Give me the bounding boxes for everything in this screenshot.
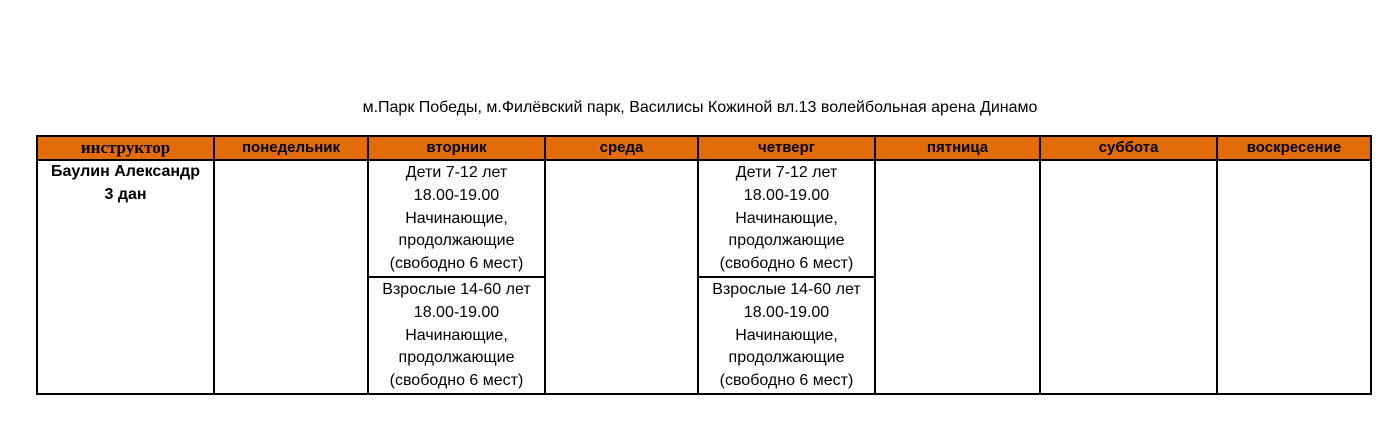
slot-availability: (свободно 6 мест) [389,372,524,390]
wednesday-cell [545,160,698,394]
thursday-cell [698,160,875,394]
header-thursday: четверг [698,136,875,160]
slot-level: Начинающие, [405,326,508,344]
tuesday-adults-slot [369,276,544,393]
header-sunday: воскресение [1217,136,1371,160]
slot-level: продолжающие [728,232,845,250]
slot-availability: (свободно 6 мест) [719,255,854,273]
instructor-cell [37,160,214,394]
header-tuesday: вторник [368,136,545,160]
slot-availability: (свободно 6 мест) [719,372,854,390]
thursday-children-slot [699,161,874,276]
saturday-cell [1040,160,1217,394]
slot-group: Дети 7-12 лет [735,164,838,181]
slot-availability: (свободно 6 мест) [389,255,524,273]
slot-level: Начинающие, [735,326,838,344]
header-saturday: суббота [1040,136,1217,160]
slot-level: продолжающие [398,232,515,250]
slot-level: продолжающие [398,349,515,367]
friday-cell [875,160,1040,394]
schedule-table [36,135,1372,395]
thursday-adults-slot [699,276,874,393]
monday-cell [214,160,368,394]
tuesday-children-slot [369,161,544,276]
slot-time: 18.00-19.00 [743,303,830,321]
slot-level: Начинающие, [405,209,508,227]
slot-level: Начинающие, [735,209,838,227]
header-row [37,136,1371,160]
slot-time: 18.00-19.00 [743,186,830,204]
location-caption: м.Парк Победы, м.Филёвский парк, Василисы Кожиной вл.13 волейбольная арена Динамо [362,99,1038,116]
instructor-rank: 3 дан [104,185,147,203]
slot-group: Взрослые 14-60 лет [712,280,861,298]
slot-time: 18.00-19.00 [413,186,500,204]
tuesday-cell [368,160,545,394]
slot-group: Взрослые 14-60 лет [382,280,531,298]
slot-level: продолжающие [728,349,845,367]
header-instructor: инструктор [37,136,214,160]
slot-group: Дети 7-12 лет [405,164,508,181]
sunday-cell [1217,160,1371,394]
slot-time: 18.00-19.00 [413,303,500,321]
instructor-name: Баулин Александр [51,163,200,180]
header-friday: пятница [875,136,1040,160]
header-monday: понедельник [214,136,368,160]
schedule-row [37,160,1371,394]
header-wednesday: среда [545,136,698,160]
